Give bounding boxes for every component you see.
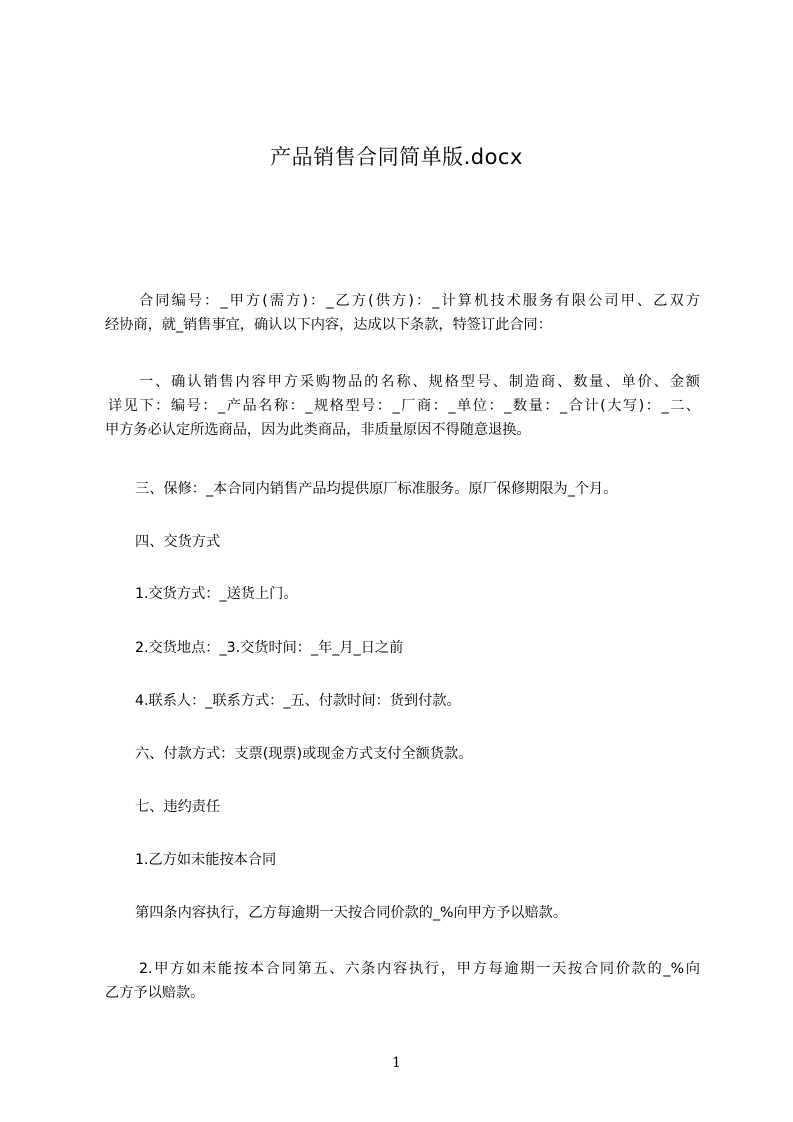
paragraph-contact: 4.联系人：_联系方式：_五、付款时间：货到付款。 <box>135 693 461 709</box>
paragraph-delivery-method: 1.交货方式：_送货上门。 <box>135 586 298 602</box>
paragraph-line: 甲方务必认定所选商品，因为此类商品，非质量原因不得随意退换。 <box>105 422 531 438</box>
document-title: 产品销售合同简单版.docx <box>270 145 523 169</box>
paragraph-line: 详见下：编号：_产品名称：_规格型号：_厂商：_单位：_数量：_合计(大写)：_二、 <box>108 398 700 414</box>
paragraph-line: 合同编号：_甲方(需方)：_乙方(供方)：_计算机技术服务有限公司甲、乙双方 <box>139 293 700 309</box>
paragraph-liability-1-cont: 第四条内容执行，乙方每逾期一天按合同价款的_%向甲方予以赔款。 <box>135 905 568 921</box>
paragraph-liability-2 <box>105 957 700 1005</box>
page-number: 1 <box>392 1055 401 1071</box>
paragraph-line: 一、确认销售内容甲方采购物品的名称、规格型号、制造商、数量、单价、金额 <box>139 374 700 390</box>
paragraph-liability-heading: 七、违约责任 <box>135 799 221 815</box>
paragraph-delivery-heading: 四、交货方式 <box>135 534 221 550</box>
paragraph-line: 经协商，就_销售事宜，确认以下内容，达成以下条款，特签订此合同： <box>105 317 552 333</box>
paragraph-parties <box>105 289 700 337</box>
paragraph-payment-method: 六、付款方式：支票(现票)或现金方式支付全额货款。 <box>135 746 473 762</box>
paragraph-section-1 <box>105 370 700 442</box>
paragraph-line: 乙方予以赔款。 <box>105 985 205 1001</box>
paragraph-delivery-location: 2.交货地点：_3.交货时间：_年_月_日之前 <box>135 640 404 656</box>
paragraph-liability-1: 1.乙方如未能按本合同 <box>135 852 277 868</box>
paragraph-line: 2.甲方如未能按本合同第五、六条内容执行，甲方每逾期一天按合同价款的_%向 <box>139 961 700 977</box>
paragraph-warranty: 三、保修：_本合同内销售产品均提供原厂标准服务。原厂保修期限为_个月。 <box>135 481 618 497</box>
